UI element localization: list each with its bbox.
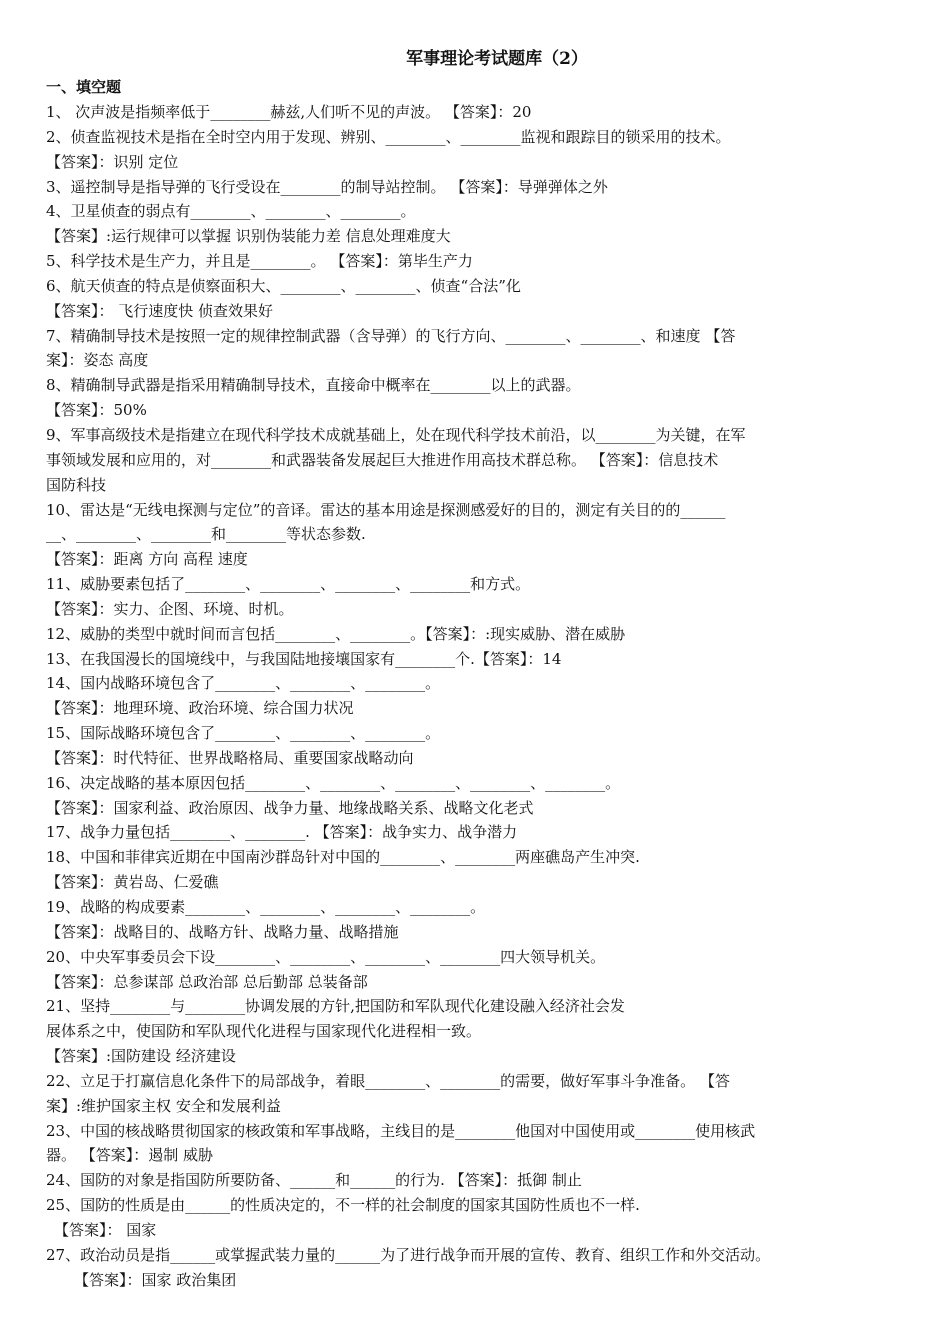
- answer-line: 【答案】：距离 方向 高程 速度: [46, 550, 248, 569]
- question-line: 15、国际战略环境包含了________、________、________。: [46, 724, 441, 743]
- question-line: 6、航天侦查的特点是侦察面积大、________、________、侦查“合法”化: [46, 276, 521, 295]
- answer-line: 【答案】：地理环境、政治环境、综合国力状况: [46, 699, 354, 718]
- answer-line: 器。 【答案】：遏制 威胁: [46, 1146, 214, 1165]
- question-line: 11、威胁要素包括了________、________、________、________和方式。: [46, 575, 531, 594]
- question-line: 22、立足于打赢信息化条件下的局部战争，着眼________、________的需要，做好军事斗争准备。 【答: [46, 1071, 730, 1090]
- answer-line: 【答案】：国家 政治集团: [74, 1270, 237, 1289]
- question-line: 17、战争力量包括________、________. 【答案】：战争实力、战争潜力: [46, 823, 518, 842]
- answer-line: 【答案】:运行规律可以掌握 识别伪装能力差 信息处理难度大: [46, 227, 451, 246]
- answer-line: 【答案】:国防建设 经济建设: [46, 1047, 236, 1066]
- question-list: [46, 100, 908, 1293]
- question-line: 1、 次声波是指频率低于________赫兹,人们听不见的声波。 【答案】：20: [46, 103, 532, 121]
- answer-line: 【答案】：50%: [46, 401, 147, 420]
- answer-line: 【答案】：实力、企图、环境、时机。: [46, 599, 294, 618]
- question-line: 展体系之中，使国防和军队现代化进程与国家现代化进程相一致。: [46, 1022, 482, 1041]
- question-line: 27、政治动员是指______或掌握武装力量的______为了进行战争而开展的宣传、教育、组织工作和外交活动。: [46, 1245, 771, 1264]
- answer-line: 【答案】：战略目的、战略方针、战略力量、战略措施: [46, 922, 399, 941]
- question-line: 21、坚持________与________协调发展的方针,把国防和军队现代化建设融入经济社会发: [46, 997, 625, 1016]
- exam-page: [46, 44, 908, 1293]
- question-line: 12、威胁的类型中就时间而言包括________、________。【答案】：:现实威胁、潜在威胁: [46, 624, 626, 643]
- answer-line: 【答案】：识别 定位: [46, 152, 179, 171]
- question-line: 23、中国的核战略贯彻国家的核政策和军事战略，主线目的是________他国对中国使用或________使用核武: [46, 1121, 756, 1140]
- question-line: 16、决定战略的基本原因包括________、________、________、________、________。: [46, 773, 621, 792]
- answer-line: 案】：姿态 高度: [46, 351, 149, 370]
- question-line: 事领域发展和应用的，对________和武器装备发展起巨大推进作用高技术群总称。 【答案】：信息技术: [46, 450, 719, 469]
- answer-line: 【答案】：黄岩岛、仁爱礁: [46, 873, 219, 892]
- question-line: 13、在我国漫长的国境线中，与我国陆地接壤国家有________个.【答案】：14: [46, 649, 562, 668]
- answer-line: 国防科技: [46, 475, 107, 494]
- answer-line: 【答案】：时代特征、世界战略格局、重要国家战略动向: [46, 748, 414, 767]
- question-line: 3、遥控制导是指导弹的飞行受设在________的制导站控制。 【答案】：导弹弹体之外: [46, 177, 608, 196]
- answer-line: 【答案】： 国家: [54, 1220, 157, 1239]
- question-line: 4、卫星侦查的弱点有________、________、________。: [46, 202, 416, 221]
- answer-line: 【答案】：总参谋部 总政治部 总后勤部 总装备部: [46, 972, 368, 991]
- question-line: 5、科学技术是生产力，并且是________。 【答案】：第毕生产力: [46, 252, 473, 271]
- question-line: 2、侦查监视技术是指在全时空内用于发现、辨别、________、________监视和跟踪目的锁采用的技术。: [46, 127, 731, 146]
- question-line: 10、雷达是“无线电探测与定位”的音译。雷达的基本用途是探测感爱好的目的，测定有关目的的______: [46, 500, 726, 519]
- question-line: 8、精确制导武器是指采用精确制导技术，直接命中概率在________以上的武器。: [46, 376, 581, 395]
- section-heading: 一、填空题: [46, 78, 122, 96]
- question-line: 24、国防的对象是指国防所要防备、______和______的行为. 【答案】：抵御 制止: [46, 1171, 582, 1190]
- answer-line: 【答案】：国家利益、政治原因、战争力量、地缘战略关系、战略文化老式: [46, 798, 534, 817]
- question-line: 20、中央军事委员会下设________、________、________、________四大领导机关。: [46, 947, 606, 966]
- question-line: 14、国内战略环境包含了________、________、________。: [46, 674, 441, 693]
- question-line: 7、精确制导技术是按照一定的规律控制武器（含导弹）的飞行方向、________、________、和速度 【答: [46, 326, 736, 345]
- question-line: 25、国防的性质是由______的性质决定的，不一样的社会制度的国家其国防性质也不一样.: [46, 1196, 640, 1215]
- question-line: 18、中国和菲律宾近期在中国南沙群岛针对中国的________、________两座礁岛产生冲突.: [46, 848, 640, 867]
- question-line: 9、军事高级技术是指建立在现代科学技术成就基础上，处在现代科学技术前沿，以________为关键，在军: [46, 425, 746, 444]
- question-line: 19、战略的构成要素________、________、________、________。: [46, 898, 486, 916]
- page-title: 军事理论考试题库（2）: [406, 49, 588, 69]
- answer-line: 案】:维护国家主权 安全和发展利益: [46, 1096, 281, 1115]
- question-line: __、________、________和________等状态参数.: [46, 525, 366, 544]
- answer-line: 【答案】： 飞行速度快 侦查效果好: [46, 301, 274, 320]
